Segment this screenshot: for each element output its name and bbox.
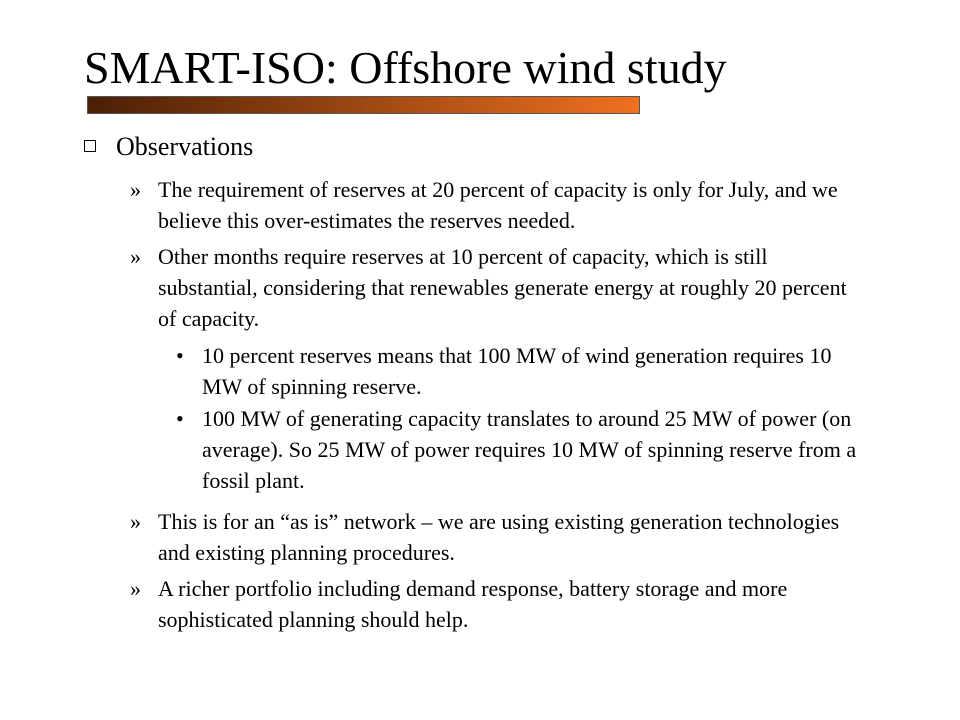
list-item-text: The requirement of reserves at 20 percent of capacity is only for July, and we believe this over-estimates the reserves needed.	[158, 177, 838, 233]
bullet-dot-icon: •	[176, 406, 184, 431]
chevron-marker-icon: »	[130, 509, 141, 534]
chevron-marker-icon: »	[130, 177, 141, 202]
list-item	[130, 241, 870, 334]
heading-label: Observations	[116, 132, 254, 161]
list-item-text: Other months require reserves at 10 percent of capacity, which is still substantial, considering that renewables generate energy at roughly 20 percent of capacity.	[158, 244, 847, 331]
chevron-marker-icon: »	[130, 244, 141, 269]
heading-observations	[84, 130, 253, 164]
bullet-dot-icon: •	[176, 343, 184, 368]
sub-list-item	[176, 340, 876, 402]
list-item	[130, 573, 870, 635]
chevron-marker-icon: »	[130, 576, 141, 601]
slide-title: SMART-ISO: Offshore wind study	[84, 42, 727, 93]
title-underline-bar	[87, 96, 640, 114]
list-item	[130, 174, 870, 236]
list-item-text: A richer portfolio including demand response, battery storage and more sophisticated planning should help.	[158, 576, 788, 632]
list-item	[130, 506, 870, 568]
sub-list-item	[176, 403, 876, 496]
list-item-text: This is for an “as is” network – we are using existing generation technologies and existing planning procedures.	[158, 509, 840, 565]
sub-list-item-text: 100 MW of generating capacity translates to around 25 MW of power (on average). So 25 MW of power requires 10 MW of spinning reserve from a fossil plant.	[202, 406, 857, 493]
sub-list-item-text: 10 percent reserves means that 100 MW of wind generation requires 10 MW of spinning reserve.	[202, 343, 832, 399]
hollow-square-icon	[84, 140, 96, 152]
